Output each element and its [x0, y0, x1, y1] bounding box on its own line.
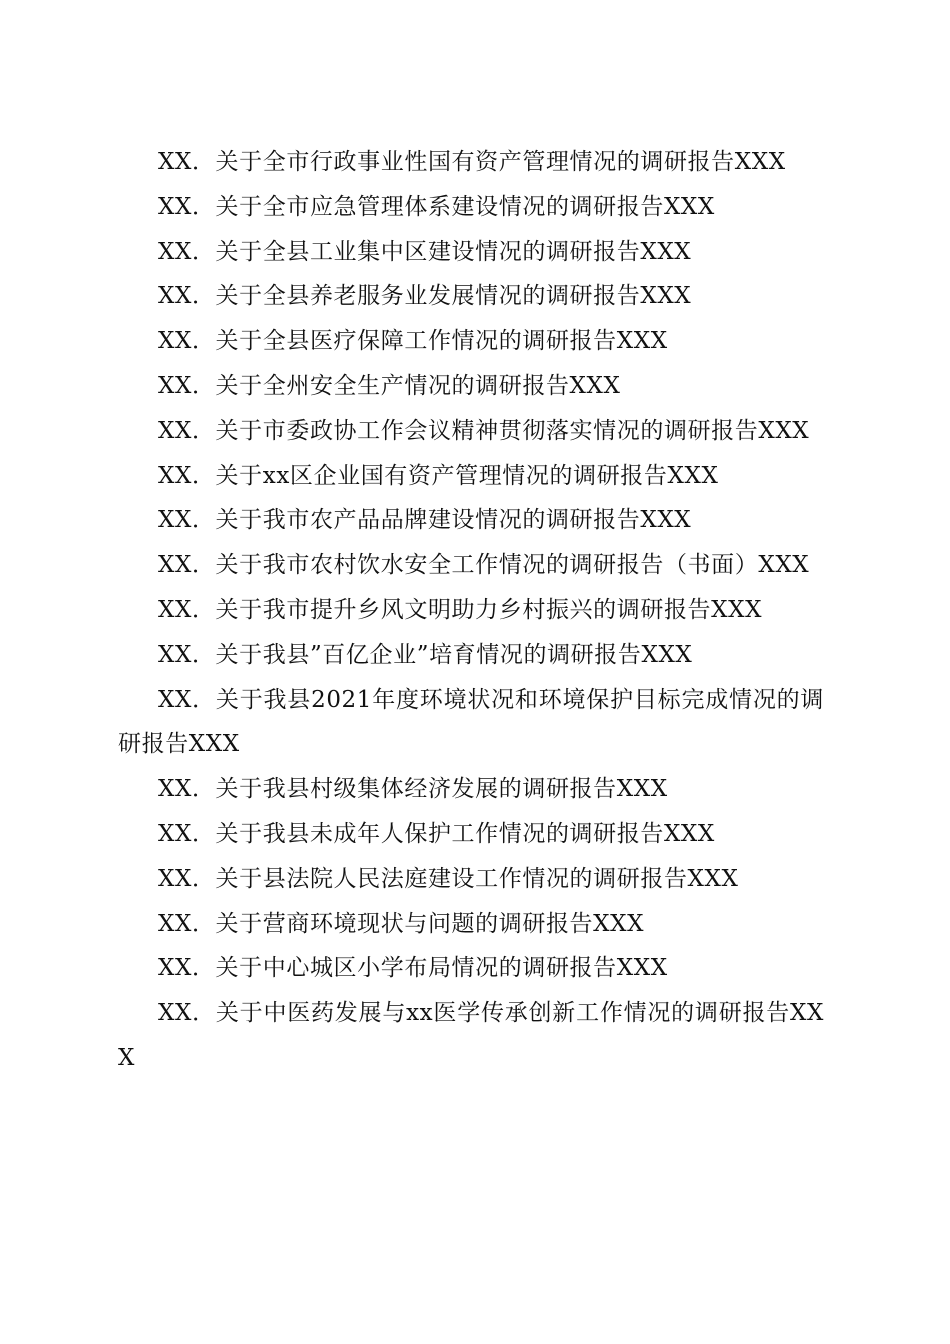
list-item: XX．关于营商环境现状与问题的调研报告XXX	[158, 910, 645, 937]
list-item: XX．关于全县工业集中区建设情况的调研报告XXX	[158, 238, 692, 265]
list-item: XX．关于我市农村饮水安全工作情况的调研报告（书面）XXX	[158, 552, 810, 579]
list-item: XX．关于全县医疗保障工作情况的调研报告XXX	[158, 328, 668, 355]
report-list	[118, 140, 824, 1081]
list-item: XX．关于我县2021年度环境状况和环境保护目标完成情况的调研报告XXX	[118, 686, 824, 758]
list-item: XX．关于我县未成年人保护工作情况的调研报告XXX	[158, 820, 715, 847]
list-item: XX．关于我县”百亿企业”培育情况的调研报告XXX	[158, 641, 693, 668]
list-item: XX．关于我市提升乡风文明助力乡村振兴的调研报告XXX	[158, 596, 763, 623]
list-item: XX．关于市委政协工作会议精神贯彻落实情况的调研报告XXX	[158, 417, 810, 444]
list-item: XX．关于全市应急管理体系建设情况的调研报告XXX	[158, 193, 715, 220]
list-item: XX．关于中医药发展与xx医学传承创新工作情况的调研报告XXX	[118, 1000, 824, 1071]
list-item: XX．关于全市行政事业性国有资产管理情况的调研报告XXX	[158, 149, 786, 175]
list-item: XX．关于中心城区小学布局情况的调研报告XXX	[158, 955, 668, 982]
list-item: XX．关于全州安全生产情况的调研报告XXX	[158, 372, 621, 399]
list-item: XX．关于xx区企业国有资产管理情况的调研报告XXX	[158, 462, 719, 489]
list-item: XX．关于我县村级集体经济发展的调研报告XXX	[158, 776, 668, 803]
list-item: XX．关于县法院人民法庭建设工作情况的调研报告XXX	[158, 865, 739, 892]
list-item: XX．关于我市农产品品牌建设情况的调研报告XXX	[158, 507, 692, 534]
list-item: XX．关于全县养老服务业发展情况的调研报告XXX	[158, 283, 692, 310]
